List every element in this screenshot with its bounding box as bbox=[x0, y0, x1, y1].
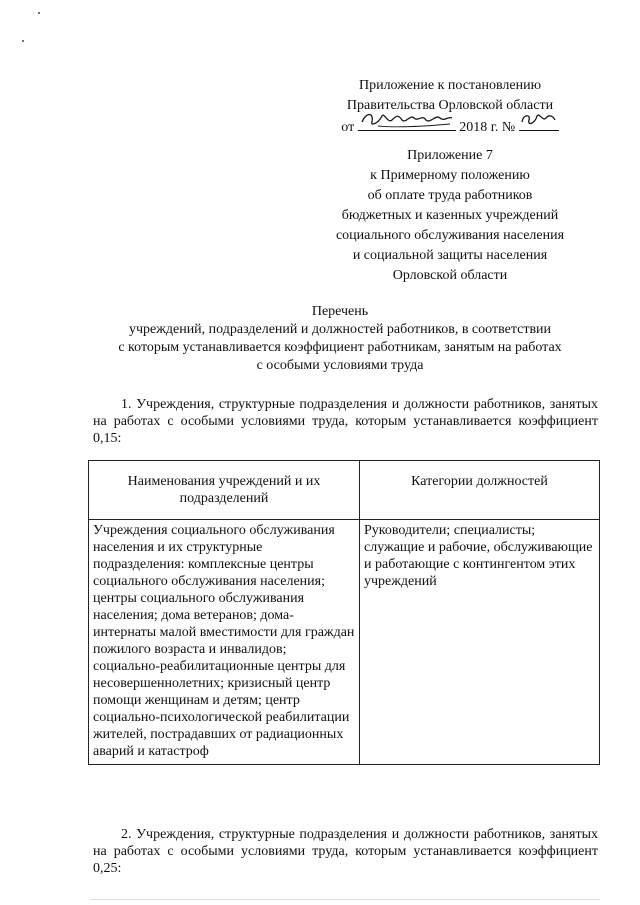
section-1-paragraph: 1. Учреждения, структурные подразделения и должности работников, занятых на работах с особыми условиями труда, которым устанавливается коэффициент 0,15: bbox=[93, 397, 598, 446]
table-cell-categories: Руководители; специалисты; служащие и рабочие, обслуживающие и работающие с контингентом этих учреждений bbox=[360, 520, 600, 765]
handwritten-number bbox=[519, 116, 559, 131]
appendix-line: бюджетных и казенных учреждений bbox=[341, 208, 559, 223]
appendix-line: к Примерному положению bbox=[370, 168, 530, 183]
handwritten-date bbox=[358, 116, 456, 131]
title-line-4: с особыми условиями труда bbox=[256, 358, 424, 373]
appendix-line: и социальной защиты населения bbox=[352, 248, 548, 263]
appendix-title: Приложение 7 bbox=[407, 148, 493, 163]
header-line-2: Правительства Орловской области bbox=[346, 98, 554, 113]
appendix-line: социального обслуживания населения bbox=[335, 228, 565, 243]
table-header-categories: Категории должностей bbox=[360, 461, 600, 520]
date-prefix: от bbox=[341, 120, 355, 135]
decree-header bbox=[300, 76, 600, 138]
table-header-row bbox=[89, 461, 600, 520]
positions-table bbox=[88, 460, 600, 765]
table-header-institutions: Наименования учреждений и их подразделений bbox=[89, 461, 360, 520]
appendix-line: Орловской области bbox=[392, 268, 508, 283]
header-date-line bbox=[300, 116, 600, 138]
scan-edge-line bbox=[90, 899, 600, 900]
appendix-line: об оплате труда работников bbox=[367, 188, 533, 203]
table-cell-institutions: Учреждения социального обслуживания населения и их структурные подразделения: комплексные центры социального обслуживания населения; центры социального обслуживания населения; дома ветеранов; дома-интернаты малой вместимости для граждан пожилого возраста и инвалидов; социально-реабилитационные центры для несовершеннолетних; кризисный центр помощи женщинам и детям; центр социально-психологической реабилитации жителей, пострадавших от радиационных аварий и катастроф bbox=[89, 520, 360, 765]
handwritten-number-scribble bbox=[519, 108, 559, 130]
document-title bbox=[80, 303, 600, 375]
section-2-paragraph: 2. Учреждения, структурные подразделения и должности работников, занятых на работах с особыми условиями труда, которым устанавливается коэффициент 0,25: bbox=[93, 827, 598, 876]
header-line-1: Приложение к постановлению bbox=[358, 78, 542, 93]
table-row bbox=[89, 520, 600, 765]
scan-speck bbox=[22, 40, 24, 42]
scan-speck bbox=[38, 12, 40, 14]
date-year-number: 2018 г. № bbox=[459, 120, 516, 135]
title-line-3: с которым устанавливается коэффициент работникам, занятым на работах bbox=[118, 340, 562, 355]
title-line-2: учреждений, подразделений и должностей работников, в соответствии bbox=[128, 322, 552, 337]
appendix-block bbox=[300, 146, 600, 286]
title-line-1: Перечень bbox=[311, 304, 369, 319]
handwritten-date-scribble bbox=[358, 108, 456, 130]
